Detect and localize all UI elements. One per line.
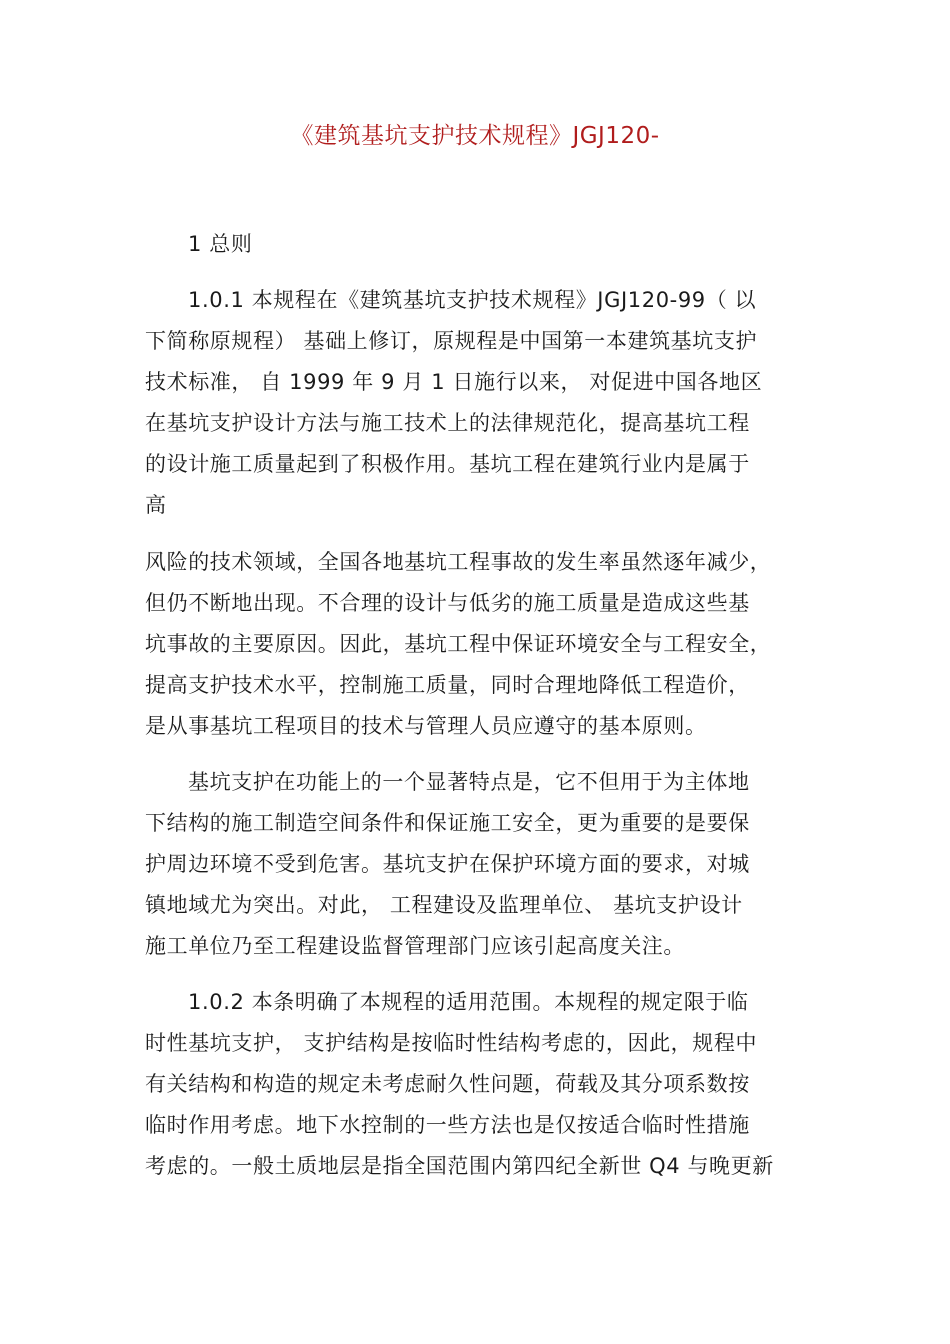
paragraph-line: 但仍不断地出现。不合理的设计与低劣的施工质量是造成这些基	[145, 591, 750, 615]
paragraph-line: 施工单位乃至工程建设监督管理部门应该引起高度关注。	[145, 934, 685, 958]
paragraph-line: 镇地域尤为突出。对此， 工程建设及监理单位、 基坑支护设计	[145, 893, 743, 917]
paragraph-line: 临时作用考虑。地下水控制的一些方法也是仅按适合临时性措施	[145, 1113, 750, 1137]
paragraph-line: 坑事故的主要原因。因此，基坑工程中保证环境安全与工程安全，	[145, 632, 772, 656]
paragraph-line: 下结构的施工制造空间条件和保证施工安全，更为重要的是要保	[145, 811, 750, 835]
paragraph-line: 是从事基坑工程项目的技术与管理人员应遵守的基本原则。	[145, 714, 707, 738]
paragraph-line: 护周边环境不受到危害。基坑支护在保护环境方面的要求，对城	[145, 852, 750, 876]
paragraph-line: 时性基坑支护， 支护结构是按临时性结构考虑的，因此，规程中	[145, 1031, 758, 1055]
paragraph-line: 提高支护技术水平，控制施工质量，同时合理地降低工程造价，	[145, 673, 750, 697]
paragraph-line: 1.0.1 本规程在《建筑基坑支护技术规程》JGJ120-99（ 以	[188, 288, 757, 312]
paragraph-line: 考虑的。一般土质地层是指全国范围内第四纪全新世 Q4 与晚更新	[145, 1154, 774, 1178]
paragraph-line: 技术标准， 自 1999 年 9 月 1 日施行以来， 对促进中国各地区	[145, 370, 763, 394]
paragraph-line: 高	[145, 493, 167, 517]
section-heading: 1 总则	[188, 232, 253, 256]
paragraph-line: 有关结构和构造的规定未考虑耐久性问题，荷载及其分项系数按	[145, 1072, 750, 1096]
paragraph-line: 的设计施工质量起到了积极作用。基坑工程在建筑行业内是属于	[145, 452, 750, 476]
paragraph-line: 下简称原规程） 基础上修订，原规程是中国第一本建筑基坑支护	[145, 329, 758, 353]
paragraph-line: 在基坑支护设计方法与施工技术上的法律规范化，提高基坑工程	[145, 411, 750, 435]
paragraph-line: 1.0.2 本条明确了本规程的适用范围。本规程的规定限于临	[188, 990, 749, 1014]
paragraph-line: 风险的技术领域，全国各地基坑工程事故的发生率虽然逐年减少，	[145, 550, 772, 574]
document-title: 《建筑基坑支护技术规程》JGJ120-	[290, 123, 660, 149]
paragraph-line: 基坑支护在功能上的一个显著特点是，它不但用于为主体地	[188, 770, 750, 794]
